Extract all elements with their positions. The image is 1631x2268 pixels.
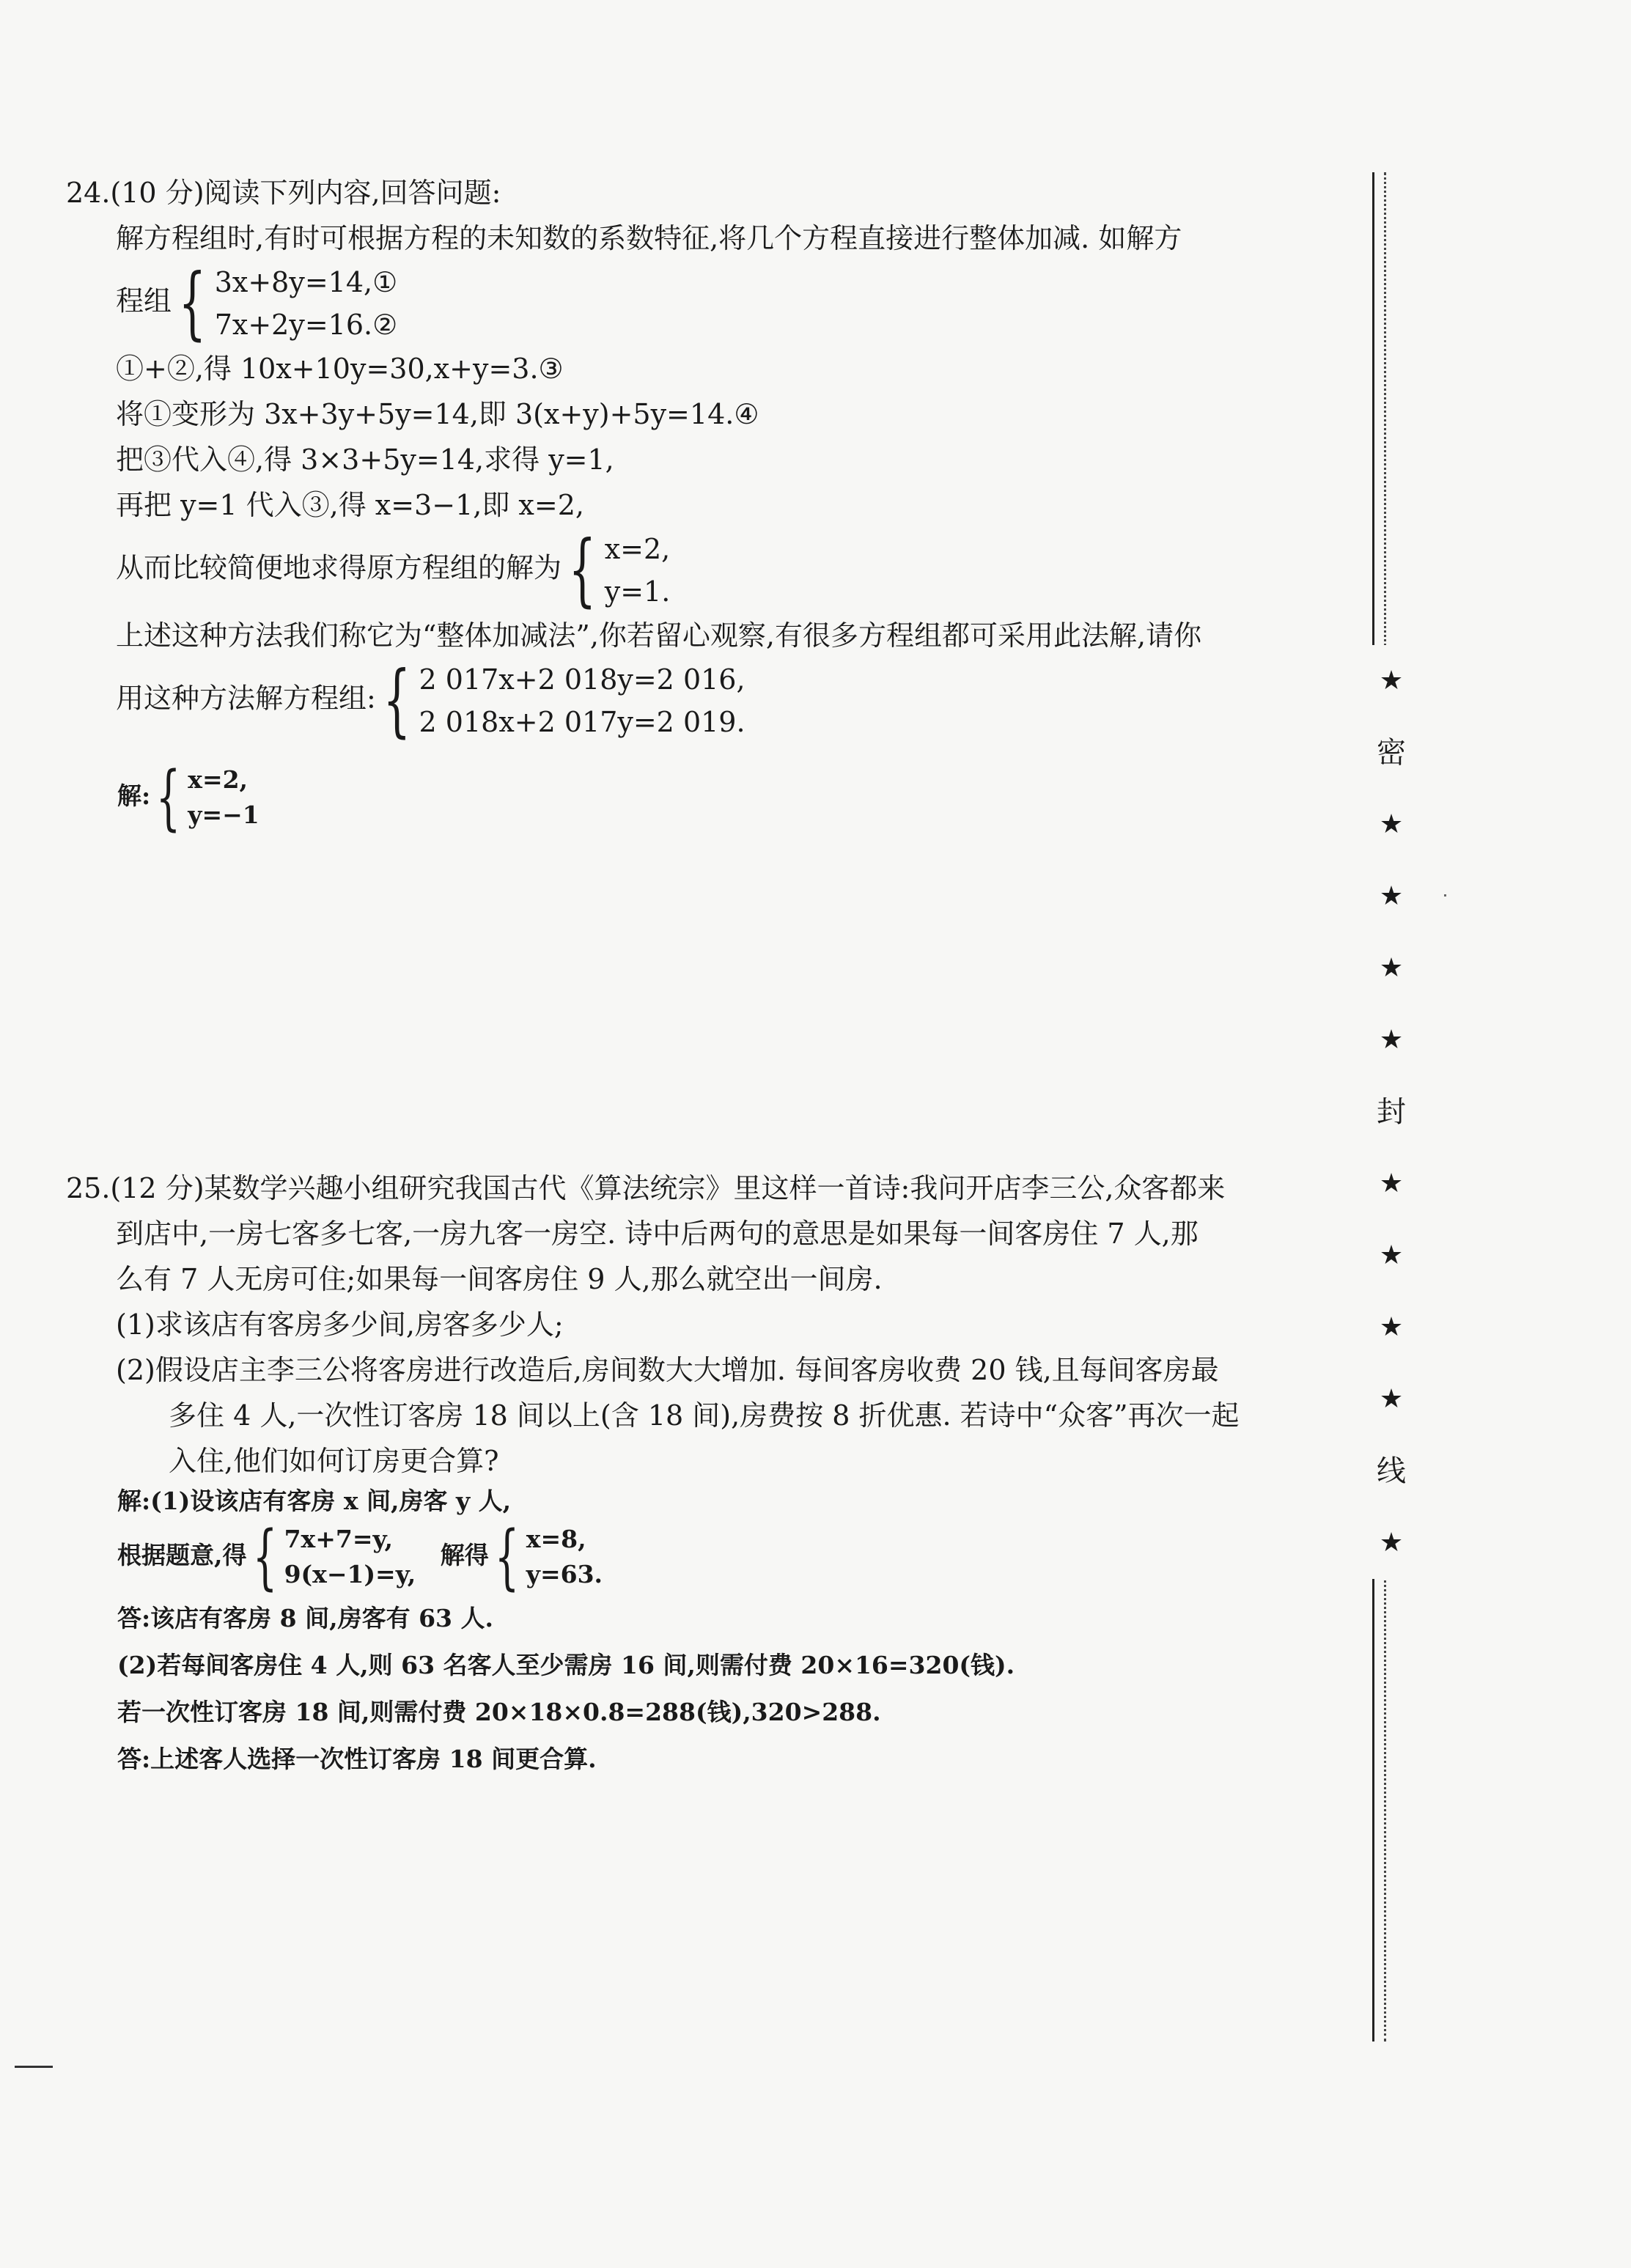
brace-icon: { xyxy=(252,1516,277,1598)
brace-icon: { xyxy=(383,655,411,746)
q25-part2b: 多住 4 人,一次性订客房 18 间以上(含 18 间),房费按 8 折优惠. 若诗中“众客”再次一起 xyxy=(169,1399,1240,1432)
q25-a3: 答:该店有客房 8 间,房客有 63 人. xyxy=(117,1604,493,1632)
star-icon: ★ xyxy=(1379,1240,1404,1270)
q25-a2-sol-system xyxy=(489,1516,603,1598)
q25-part2c: 入住,他们如何订房更合算? xyxy=(169,1445,499,1477)
q24-header: 24.(10 分)阅读下列内容,回答问题: xyxy=(66,177,501,209)
q25-line1: 25.(12 分)某数学兴趣小组研究我国古代《算法统宗》里这样一首诗:我问开店李三公,众客都来 xyxy=(66,1172,1226,1204)
q25-part2a: (2)假设店主李三公将客房进行改造后,房间数大大增加. 每间客房收费 20 钱,且每间客房最 xyxy=(116,1354,1219,1386)
q24-task xyxy=(66,655,1327,746)
q25-part1: (1)求该店有客房多少间,房客多少人; xyxy=(116,1308,564,1341)
q24-ans-label: 解: xyxy=(117,781,151,810)
q25-a6: 答:上述客人选择一次性订客房 18 间更合算. xyxy=(117,1745,597,1773)
q24-ans1: x=2, xyxy=(188,765,248,794)
seal-mi: 密 xyxy=(1377,736,1406,770)
seal-xian: 线 xyxy=(1377,1454,1406,1488)
brace-icon: { xyxy=(178,257,207,349)
bottom-dash-mark xyxy=(15,2066,53,2068)
star-icon: ★ xyxy=(1379,1528,1404,1558)
q25-line2: 到店中,一房七客多七客,一房九客一房空. 诗中后两句的意思是如果每一间客房住 7 人,那 xyxy=(116,1218,1199,1250)
seal-feng: 封 xyxy=(1377,1095,1406,1129)
q25-a2 xyxy=(117,1516,1363,1598)
q24-task-eq2: 2 018x+2 017y=2 019. xyxy=(419,706,745,738)
q24-sol-prefix: 从而比较简便地求得原方程组的解为 xyxy=(116,551,562,584)
brace-icon: { xyxy=(155,756,181,839)
q24-method: 上述这种方法我们称它为“整体加减法”,你若留心观察,有很多方程组都可采用此法解,请你 xyxy=(116,619,1202,652)
q24-eq2: 7x+2y=16.② xyxy=(214,309,398,341)
q24-answer xyxy=(117,756,259,839)
star-icon: ★ xyxy=(1379,953,1404,983)
q25-line3: 么有 7 人无房可住;如果每一间客房住 9 人,那么就空出一间房. xyxy=(116,1263,883,1295)
q24-task-prefix: 用这种方法解方程组: xyxy=(116,682,376,715)
q24-step2: 将①变形为 3x+3y+5y=14,即 3(x+y)+5y=14.④ xyxy=(116,398,759,430)
q24-step4: 再把 y=1 代入③,得 x=3−1,即 x=2, xyxy=(116,489,584,521)
q25-a5: 若一次性订客房 18 间,则需付费 20×18×0.8=288(钱),320>288. xyxy=(117,1698,881,1726)
q25-a2-mid: 解得 xyxy=(440,1541,489,1569)
star-icon: ★ xyxy=(1379,1025,1404,1055)
q25-a2-prefix: 根据题意,得 xyxy=(117,1541,247,1569)
question-24 xyxy=(66,170,1327,746)
q24-task-system xyxy=(376,655,745,746)
q24-eq-prefix: 程组 xyxy=(116,284,172,317)
q24-ans2: y=−1 xyxy=(188,800,259,829)
star-icon: ★ xyxy=(1379,1312,1404,1342)
star-icon: ★ xyxy=(1379,809,1404,839)
q25-a2-sol2: y=63. xyxy=(526,1560,603,1588)
q24-ans-system xyxy=(150,756,259,839)
speck-mark xyxy=(1444,894,1446,896)
brace-icon: { xyxy=(494,1516,520,1598)
q24-step3: 把③代入④,得 3×3+5y=14,求得 y=1, xyxy=(116,443,614,476)
q25-a2-sol1: x=8, xyxy=(526,1525,586,1553)
q24-eq1: 3x+8y=14,① xyxy=(214,266,398,298)
q25-a2-eq2: 9(x−1)=y, xyxy=(284,1560,416,1588)
seal-marks xyxy=(1369,645,1413,1579)
q24-sol2: y=1. xyxy=(604,575,671,608)
q25-a4: (2)若每间客房住 4 人,则 63 名客人至少需房 16 间,则需付费 20×16=320(钱). xyxy=(117,1651,1015,1679)
q24-system xyxy=(172,257,398,349)
q24-sol-system xyxy=(562,524,671,616)
star-icon: ★ xyxy=(1379,666,1404,696)
star-icon: ★ xyxy=(1379,1384,1404,1414)
q24-solution xyxy=(66,524,1327,616)
q24-task-eq1: 2 017x+2 018y=2 016, xyxy=(419,663,745,696)
q25-answer xyxy=(117,1481,1363,1780)
q24-step1: ①+②,得 10x+10y=30,x+y=3.③ xyxy=(116,353,564,385)
q24-equation-system xyxy=(66,257,1327,349)
q25-a1: 解:(1)设该店有客房 x 间,房客 y 人, xyxy=(117,1487,512,1515)
star-icon: ★ xyxy=(1379,1168,1404,1199)
star-icon: ★ xyxy=(1379,881,1404,911)
question-25 xyxy=(66,1166,1327,1484)
q25-a2-system xyxy=(247,1516,416,1598)
q25-a2-eq1: 7x+7=y, xyxy=(284,1525,393,1553)
q24-intro: 解方程组时,有时可根据方程的未知数的系数特征,将几个方程直接进行整体加减. 如解方 xyxy=(116,222,1182,254)
q24-sol1: x=2, xyxy=(604,533,671,565)
brace-icon: { xyxy=(568,524,597,616)
